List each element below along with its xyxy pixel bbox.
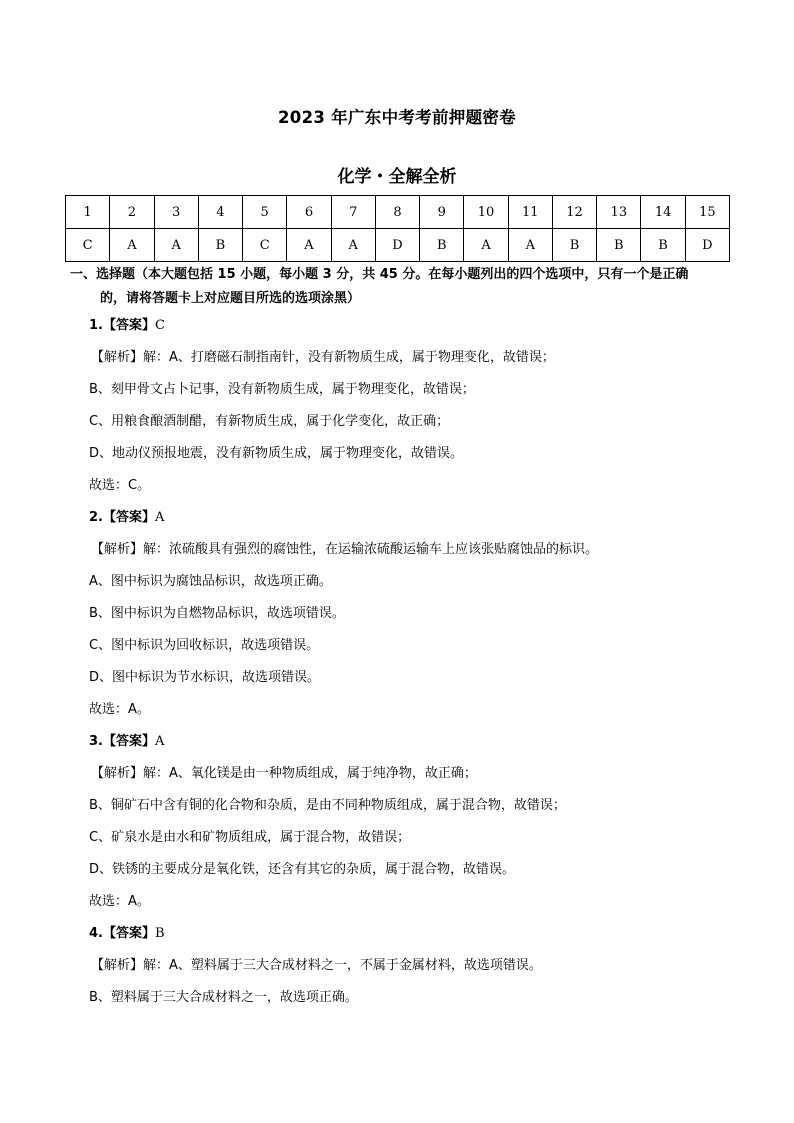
question-number-cell: 3 [154, 196, 198, 229]
answer-cell: A [110, 229, 154, 262]
answer-cell: B [641, 229, 685, 262]
page-subtitle: 化学・全解全析 [337, 167, 457, 187]
question-2-answer [89, 509, 164, 527]
question-4-answer [89, 925, 165, 943]
answer-cell: A [331, 229, 375, 262]
question-number-cell: 13 [597, 196, 641, 229]
answer-value: A [154, 510, 165, 525]
question-2-option-line: C、图中标识为回收标识，故选项错误。 [89, 638, 320, 653]
question-number-cell: 15 [685, 196, 729, 229]
answer-cell: D [375, 229, 419, 262]
question-1-option-line: B、刻甲骨文占卜记事，没有新物质生成，属于物理变化，故错误； [89, 382, 475, 397]
question-1-analysis: 【解析】解：A、打磨磁石制指南针，没有新物质生成，属于物理变化，故错误； [91, 350, 555, 365]
question-3-option-line: B、铜矿石中含有铜的化合物和杂质，是由不同种物质组成，属于混合物，故错误； [89, 798, 566, 813]
question-2-option-line: D、图中标识为节水标识，故选项错误。 [89, 670, 321, 685]
answer-cell: B [552, 229, 596, 262]
question-number-cell: 14 [641, 196, 685, 229]
question-3-answer [89, 733, 164, 751]
question-number-cell: 1 [66, 196, 110, 229]
question-number-cell: 2 [110, 196, 154, 229]
question-4-option-line: B、塑料属于三大合成材料之一，故选项正确。 [89, 990, 358, 1005]
section-heading-line2: 的，请将答题卡上对应题目所选的选项涂黑） [100, 291, 361, 306]
question-number-cell: 12 [552, 196, 596, 229]
answer-value: B [154, 926, 165, 941]
answer-label: 1.【答案】 [89, 318, 155, 333]
question-1-option-line: D、地动仪预报地震，没有新物质生成，属于物理变化，故错误。 [89, 446, 464, 461]
question-1-conclusion: 故选：C。 [89, 478, 151, 493]
section-heading-line1: 一、选择题（本大题包括 15 小题，每小题 3 分，共 45 分。在每小题列出的四个选项中，只有一个是正确 [70, 267, 689, 282]
answer-cell: B [597, 229, 641, 262]
answer-cell: C [66, 229, 110, 262]
question-1-answer [89, 317, 165, 335]
answer-table [65, 195, 730, 262]
question-4-analysis: 【解析】解：A、塑料属于三大合成材料之一，不属于金属材料，故选项错误。 [91, 958, 542, 973]
question-number-cell: 11 [508, 196, 552, 229]
page-title: 2023 年广东中考考前押题密卷 [278, 108, 516, 127]
answer-cell: A [464, 229, 508, 262]
question-number-cell: 7 [331, 196, 375, 229]
answer-cell: B [420, 229, 464, 262]
section-heading [70, 263, 735, 311]
answer-cell: B [198, 229, 242, 262]
answer-cell: C [243, 229, 287, 262]
answer-value: C [154, 318, 165, 333]
answer-label: 4.【答案】 [89, 926, 155, 941]
answer-cell: A [287, 229, 331, 262]
question-number-cell: 9 [420, 196, 464, 229]
answer-label: 3.【答案】 [89, 734, 155, 749]
answer-label: 2.【答案】 [89, 510, 155, 525]
answer-table-answer-row [66, 229, 730, 262]
question-2-option-line: B、图中标识为自燃物品标识，故选项错误。 [89, 606, 345, 621]
question-number-cell: 6 [287, 196, 331, 229]
question-number-cell: 4 [198, 196, 242, 229]
question-2-option-line: A、图中标识为腐蚀品标识，故选项正确。 [89, 574, 332, 589]
question-2-analysis: 【解析】解：浓硫酸具有强烈的腐蚀性，在运输浓硫酸运输车上应该张贴腐蚀品的标识。 [91, 542, 599, 557]
question-number-cell: 8 [375, 196, 419, 229]
question-2-conclusion: 故选：A。 [89, 702, 150, 717]
answer-cell: A [508, 229, 552, 262]
answer-value: A [154, 734, 165, 749]
answer-cell: D [685, 229, 729, 262]
answer-cell: A [154, 229, 198, 262]
question-3-analysis: 【解析】解：A、氧化镁是由一种物质组成，属于纯净物，故正确； [91, 766, 477, 781]
question-1-option-line: C、用粮食酿酒制醋，有新物质生成，属于化学变化，故正确； [89, 414, 450, 429]
question-number-cell: 10 [464, 196, 508, 229]
question-3-option-line: D、铁锈的主要成分是氧化铁，还含有其它的杂质，属于混合物，故错误。 [89, 862, 516, 877]
question-3-conclusion: 故选：A。 [89, 894, 150, 909]
question-number-cell: 5 [243, 196, 287, 229]
question-3-option-line: C、矿泉水是由水和矿物质组成，属于混合物，故错误； [89, 830, 411, 845]
answer-table-number-row [66, 196, 730, 229]
